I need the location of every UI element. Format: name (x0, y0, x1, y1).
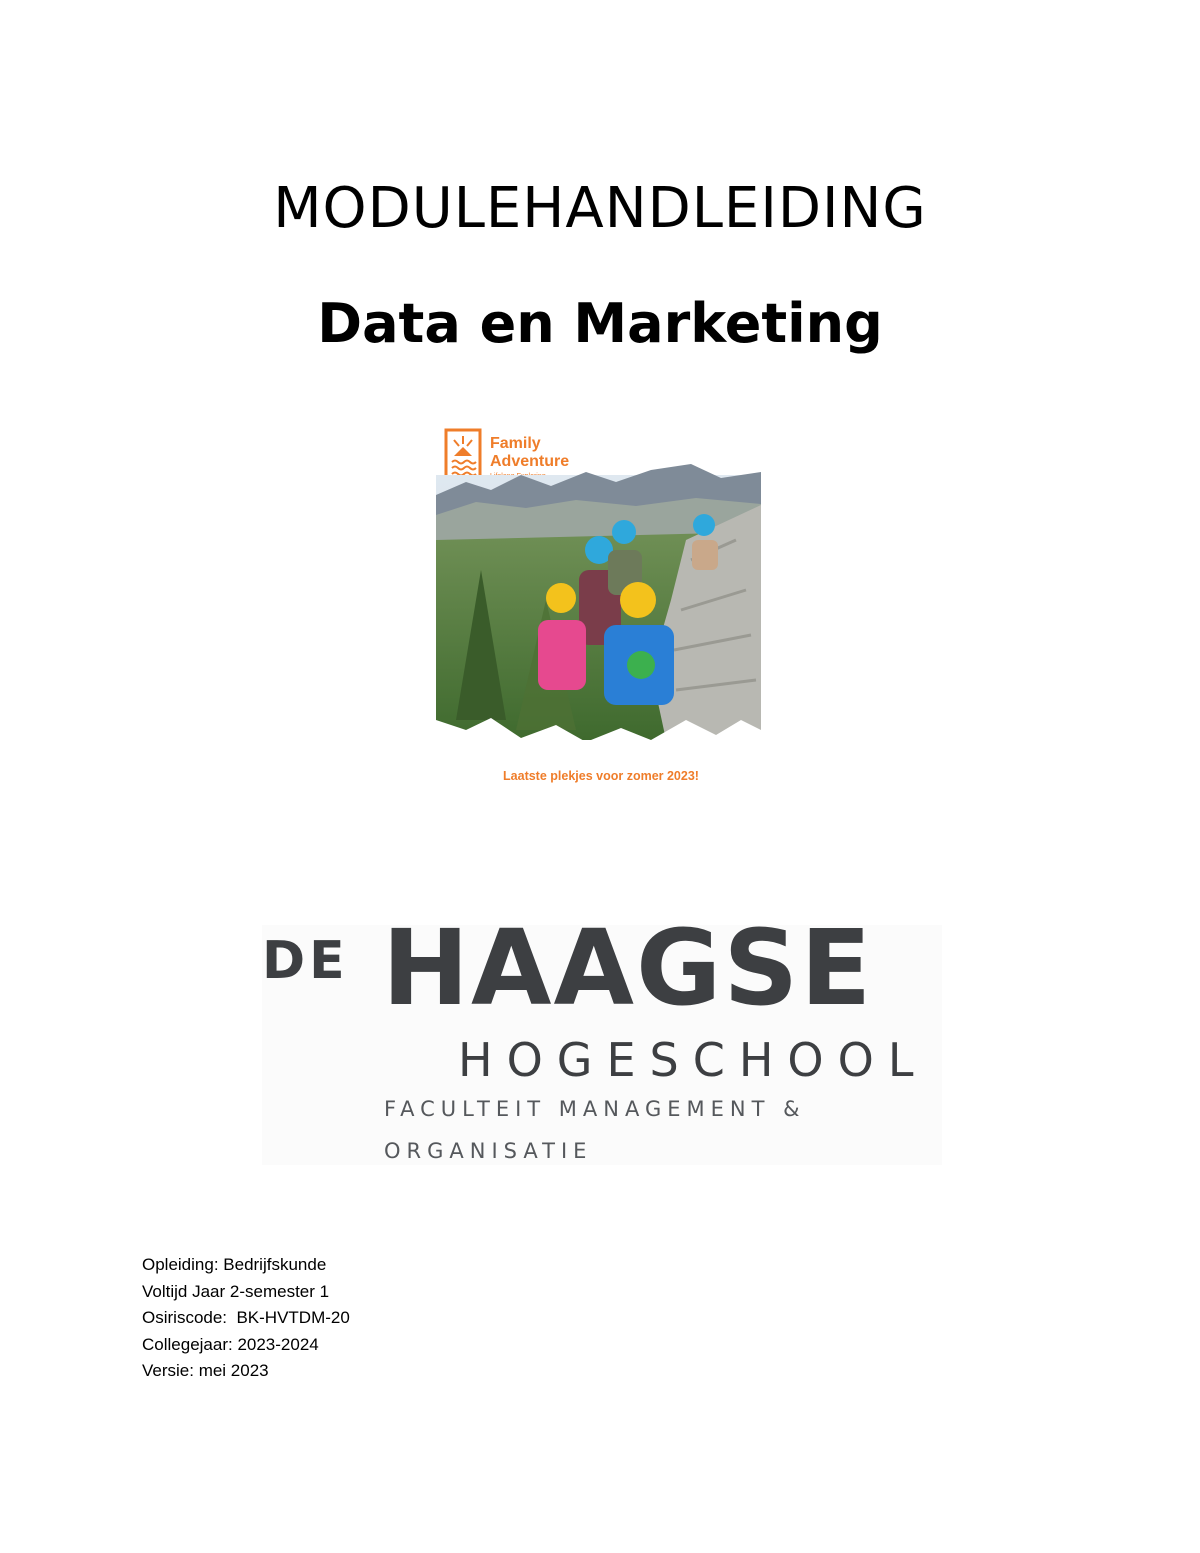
sun-over-waves-icon (452, 436, 476, 476)
logo-word-hogeschool: HOGESCHOOL (458, 1033, 928, 1087)
info-osiriscode: Osiriscode: BK-HVTDM-20 (142, 1308, 350, 1327)
document-title: MODULEHANDLEIDING (273, 176, 927, 241)
info-opleiding: Opleiding: Bedrijfskunde (142, 1255, 327, 1274)
info-collegejaar: Collegejaar: 2023-2024 (142, 1334, 319, 1354)
haagse-hogeschool-logo (262, 907, 942, 1165)
logo-faculty-line-2: ORGANISATIE (384, 1139, 593, 1163)
brand-line-1: Family (490, 435, 541, 452)
module-info-block (142, 1252, 350, 1385)
family-climbing-photo (436, 464, 761, 750)
promo-caption: Laatste plekjes voor zomer 2023! (503, 769, 699, 783)
logo-word-haagse: HAAGSE (382, 907, 874, 1029)
family-adventure-logo (446, 430, 569, 482)
info-jaar-semester: Voltijd Jaar 2-semester 1 (142, 1281, 330, 1301)
info-versie: Versie: mei 2023 (142, 1361, 269, 1380)
logo-faculty-line-1: FACULTEIT MANAGEMENT & (384, 1097, 806, 1121)
logo-word-de: DE (262, 931, 349, 991)
promo-image (436, 420, 766, 800)
document-subtitle: Data en Marketing (317, 292, 883, 355)
brand-line-2: Adventure (490, 453, 570, 470)
